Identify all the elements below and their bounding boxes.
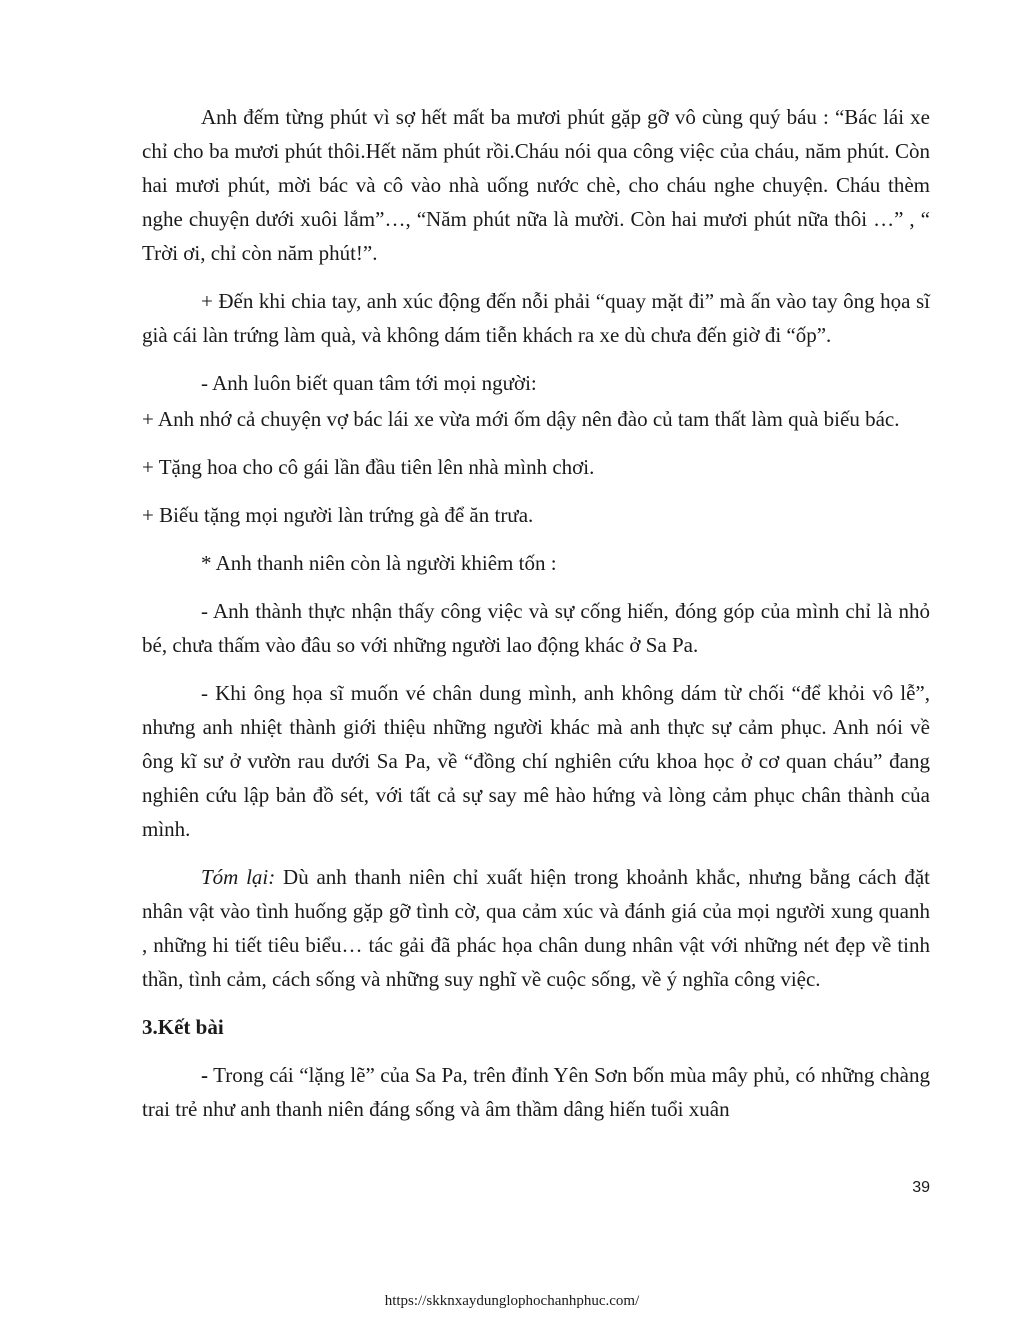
paragraph-gift-driver: + Anh nhớ cả chuyện vợ bác lái xe vừa mới ốm dậy nên đào củ tam thất làm quà biếu bác.	[142, 407, 900, 431]
paragraph-gift-flowers: + Tặng hoa cho cô gái lần đầu tiên lên nhà mình chơi.	[142, 455, 595, 479]
closing-text: Trong cái “lặng lẽ” của Sa Pa, trên đỉnh Yên Sơn bốn mùa mây phủ, có những chàng trai trẻ như anh thanh niên đáng sống và âm thầm dâng hiến tuổi xuân	[142, 1063, 930, 1121]
paragraph-summary	[142, 860, 930, 996]
footer-url: https://skknxaydunglophochanhphuc.com/	[384, 1293, 640, 1309]
paragraph-farewell: + Đến khi chia tay, anh xúc động đến nỗi phải “quay mặt đi” mà ấn vào tay ông họa sĩ già cái làn trứng làm quà, và không dám tiễn khách ra xe dù chưa đến giờ đi “ốp”.	[142, 289, 930, 347]
closing-dash: -	[201, 1063, 208, 1087]
paragraph-closing	[142, 1058, 930, 1126]
document-body	[142, 100, 930, 1126]
summary-text: Dù anh thanh niên chỉ xuất hiện trong khoảnh khắc, nhưng bằng cách đặt nhân vật vào tình huống gặp gỡ tình cờ, qua cảm xúc và đánh giá của mọi người xung quanh , những hi tiết tiêu biểu… tác gải đã phác họa chân dung nhân vật với những nét đẹp về tinh thần, tình cảm, cách sống và những suy nghĩ về cuộc sống, về ý nghĩa công việc.	[142, 865, 930, 991]
paragraph-portrait-refusal: - Khi ông họa sĩ muốn vé chân dung mình, anh không dám từ chối “để khỏi vô lễ”, nhưng anh nhiệt thành giới thiệu những người khác mà anh thực sự cảm phục. Anh nói về ông kĩ sư ở vườn rau dưới Sa Pa, về “đồng chí nghiên cứu khoa học ở cơ quan cháu” đang nghiên cứu lập bản đồ sét, với tất cả sự say mê hào hứng và lòng cảm phục chân thành của mình.	[142, 681, 930, 841]
summary-lead: Tóm lại:	[201, 865, 276, 889]
paragraph-gift-eggs: + Biếu tặng mọi người làn trứng gà để ăn trưa.	[142, 503, 534, 527]
page-number: 39	[912, 1179, 930, 1196]
paragraph-caring-heading: - Anh luôn biết quan tâm tới mọi người:	[201, 371, 537, 395]
paragraph-modest-heading: * Anh thanh niên còn là người khiêm tốn :	[201, 551, 557, 575]
section-heading: 3.Kết bài	[142, 1015, 224, 1039]
paragraph-modest-contribution: - Anh thành thực nhận thấy công việc và sự cống hiến, đóng góp của mình chỉ là nhỏ bé, chưa thấm vào đâu so với những người lao động khác ở Sa Pa.	[142, 599, 930, 657]
paragraph-counting-minutes: Anh đếm từng phút vì sợ hết mất ba mươi phút gặp gỡ vô cùng quý báu : “Bác lái xe chỉ cho ba mươi phút thôi.Hết năm phút rồi.Cháu nói qua công việc của cháu, năm phút. Còn hai mươi phút, mời bác và cô vào nhà uống nước chè, cho cháu nghe chuyện. Cháu thèm nghe chuyện dưới xuôi lắm”…, “Năm phút nữa là mười. Còn hai mươi phút nữa thôi …” , “ Trời ơi, chỉ còn năm phút!”.	[142, 105, 930, 265]
